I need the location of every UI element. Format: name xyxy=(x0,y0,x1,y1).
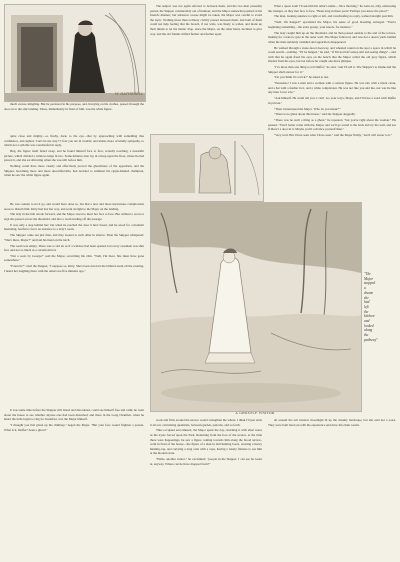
illustration-caption-column xyxy=(364,272,396,412)
text-column-a4 xyxy=(4,408,144,558)
bedroom-scene-image xyxy=(151,135,263,201)
illustration-ghostly-figure xyxy=(150,202,362,412)
text-column-a3 xyxy=(4,202,144,402)
paragraph: "Well, I'm hanged!" ejaculated the Major, his sense of good breeding outraged. "You're beginning something—the extra gossip, your knock, for instance." xyxy=(268,20,396,29)
paragraph: "Found it?" cried the Skipper, "I suppose so, Kitty. She's been down in the billiard-room all the evening. I heard her laughing there with the others not five minutes ago." xyxy=(4,264,144,273)
paragraph: "I've more than one thing to tell Duffer," he said, "and I'll tell it. The Skipper's to blame and the Skipper shall answer for it." xyxy=(268,65,396,74)
paragraph: "I thought you had given up the chimney," began the Major. "But your face would frighten a parson. What is it, Duffer? Seen a ghost?" xyxy=(4,422,144,432)
paragraph: He was content to let it go, and would have done so, but that a new and more mysterious complication arose to disturb him. Kitty had lost her way, and went straight to the Major on the landing. xyxy=(4,202,144,211)
paragraph: "There is no ghost about this house," said the Skipper doggedly. xyxy=(274,112,356,117)
paragraph: He walked through a stone-faced doorway, and wheeled round on the spot a space in which he could search—nothing. "I'll be hanged," he said, "if I'm not half asleep still and seeing things"—and with that he again fixed his eyes on the bench that the Major called the old grey figure, which shaded from his eyes, but not before he caught one more glimpse. xyxy=(268,45,396,64)
paragraph: quite close and mighty—so fleshy, dark, to the eye—that by approaching with something like confidence, and sighed, 'Can't let me stay?' I fear you are in trouble; and unless more of kindly sympathy, to which not a syllable was vouchsafed in reply. xyxy=(4,134,144,148)
paragraph: all around the tall window moonlight lit up the dreamy landscape, but she said not a word. They were both tired out with the experience and drew into their rooms. xyxy=(268,418,396,427)
paragraph: The room was empty. There was a cold air as if a window had been opened, but every casement was shut fast, and not so much as a curtain stirred. xyxy=(4,243,144,253)
caption-word: along xyxy=(364,328,373,333)
caption-word: pathway" xyxy=(364,337,378,342)
paragraph: It was some time before the Skipper still dazed and disordered, could see himself free and calm; he went about the house to see whether anyone else had been disturbed; and there in the Long Chamber, when he heard the bells begin to ring for breakfast, was the Major himself. xyxy=(4,408,144,422)
caption-word: she xyxy=(364,295,369,300)
paragraph: Nothing could have more clearly and effectively proved the ghostliness of the apparition, and the Skipper, becoming more and more uncomfortable, had decided to summon his ripple-handed champion, when he saw the white figure again. xyxy=(4,163,144,178)
text-column-a2 xyxy=(4,134,144,200)
caption-word: kitchen xyxy=(364,314,375,319)
paragraph: "There was no such a thing as a ghost," he repeated, "but you're right about the woman." He paused. "You'd better come with me, Major, and we'll go round to the back and try the wall, and see if there's a door in it. Maybe you'll convince yourself then." xyxy=(268,118,396,132)
caption-word: had xyxy=(364,300,370,305)
text-column-a1 xyxy=(4,102,144,132)
text-column-b4 xyxy=(150,418,262,558)
paragraph: "Do you think it's a trick?" he asked at last. xyxy=(274,75,330,80)
text-column-b1 xyxy=(150,4,262,132)
caption-word: the xyxy=(364,333,369,338)
caption-word: left xyxy=(364,304,369,309)
paragraph: The subject was not again referred to between them, and the two men presently parted, the Skipper considerably out of humour, and the Major somewhat puzzled at his friend's manner; but whatever course might be taken, the Major was careful to avoid the topic. Nothing more than ordinary civility passed between them, and both of them could not help feeling that the breach, if not wide, was likely to widen, and made up their minds to let the matter drop, since the Major, on the other hand, declined to give way, and the old friends drifted further and further apart. xyxy=(150,4,262,36)
caption-word: a xyxy=(364,286,366,291)
paragraph: The lady in the hall strode forward, and the Major stood to meet her face to face. But without a word or sign she passed across the threshold, and into a room leading off the passage. xyxy=(4,212,144,221)
paragraph: work and flirts around the terrace would strengthen the whole. I think I'll just stick it all out, calculating quantities, between garden, patterns, and so forth. xyxy=(150,418,262,427)
paragraph: What a queer soul! I'll ask him his tailor's name.—Nice morning," he went on, slily, addressing the stranger, as they met face to face. "Been long in these parts? Perhaps you know the place?" xyxy=(268,4,396,13)
paragraph: It was only a step behind her; but when he reached the door it had closed, and he stood for a moment hesitating, fearful to force an entrance to a lady's room. xyxy=(4,222,144,232)
caption-word: and xyxy=(364,319,370,324)
paragraph: The Skipper came out just then, and they looked at each other in silence. Then the Skipper whispered: "She's there, Major?" and laid his hand on the latch. xyxy=(4,233,144,242)
paragraph: "Not a soul, by George!" said the Major, scratching his chin. "Well, I'm blest. She must have gone somewhere." xyxy=(4,253,144,263)
caption-word: Major xyxy=(364,276,373,281)
doorway-scene-image xyxy=(5,5,145,101)
paragraph: Thus occupied and amused, the Major spent the day, returning it with short notes as his tryste forced upon the Park. Returning from the foot of the terrace, at the time there were happenings, he saw a figure coming towards him along the broad terrace-walk in front of the house—the figure of a man in dull hunting boots, wearing a heavy hunting-cap, and carrying a long cane with a cape, having a lonely flatness to see him at the modern state. xyxy=(150,428,262,456)
paragraph: The lady caught him up on the threshold, and he then passed outside to the end of the terrace, making for a narrow gate in the outer wall. The Major followed, and was not a dozen yards behind when the man suddenly vanished and apparition disappeared. xyxy=(268,30,396,44)
garden-figure-image xyxy=(151,203,361,411)
caption-word: dream xyxy=(364,290,374,295)
caption-text xyxy=(364,272,396,343)
paragraph: The man, looking askance to right or left, and vouchsafing no reply, walked straight past him. xyxy=(274,14,394,19)
artist-signature: W. HATHERELL xyxy=(115,92,144,96)
caption-word: looked xyxy=(364,323,374,328)
paragraph: "Hallo, another visitor," he exclaimed; "people in the Skipper. I can see he looks at, anyway. Where can he have dropped from?" xyxy=(150,457,262,466)
caption-word: "The xyxy=(364,272,371,276)
paragraph: Hug, the figure itself faded away, and he found himself face to face, actually touching, a beautiful picture, which divided a window-ledge in two. Some minutes later lay in a heap upon the floor, where he had placed it, and she sat shivering when she was still before him. xyxy=(4,148,144,163)
caption-word: the xyxy=(364,309,369,314)
paragraph: "Very well. But I have seen what I have seen," said the Major firmly, "and I will swear to it." xyxy=(274,133,393,138)
paragraph: "Then I interrupted the Major. 'Who do you mean?'" xyxy=(274,106,341,111)
paragraph: "Ask himself. He could tell you. I can't. Go your ways, Major, and I'll have a word with Duffer in private." xyxy=(268,96,396,105)
paragraph: much excuse mingling. But he persisted in his purpose, and, hurrying on his clothes, passed through the door on to the side landing. There, immediately in front of him, was the white figure. xyxy=(4,102,144,111)
illustration-title: A GHOSTLY VISITOR xyxy=(235,411,275,415)
paragraph: "Nonsense! I saw a man and a woman with a curious figure. He was tall, with a black cloak, and a hat with a feather in it, and a white complexion. He was not like you and me, nor was he like any man I ever saw." xyxy=(268,81,396,95)
text-column-c4 xyxy=(268,418,396,558)
caption-word: stopped xyxy=(364,281,376,286)
illustration-doorway xyxy=(4,4,146,102)
illustration-bedroom xyxy=(150,134,264,202)
